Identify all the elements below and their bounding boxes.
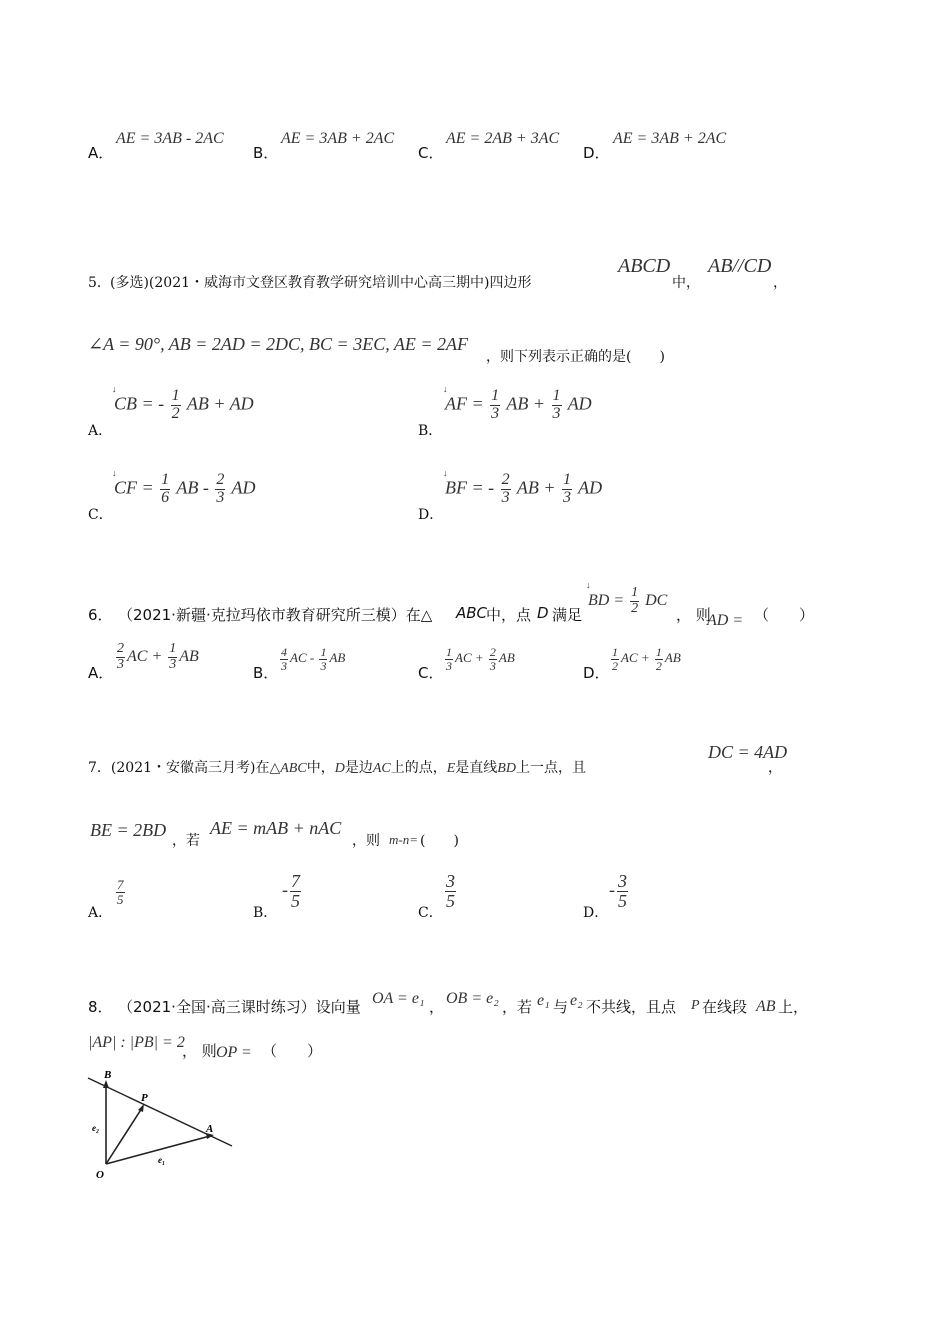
q5-option-c-expr [112, 468, 256, 507]
q8-ob: OB = e₂ [446, 990, 499, 1007]
q7-option-b-letter: B． [253, 905, 278, 921]
q6-paren: （ ） [754, 606, 815, 624]
q7-option-b-value: - $\frac{7}{5}$ [282, 871, 300, 911]
q5-b-sign1: = [471, 393, 484, 414]
q7-option-c-letter: C． [418, 905, 443, 921]
q6-option-d-expr: $\frac{1}{2}$ AC + $\frac{1}{2}$ AB [612, 645, 681, 673]
q5-a-frac1: $\frac{1}{2}$ [171, 387, 180, 422]
q5-b-t2: AD [567, 393, 592, 414]
q7-paren: ( ) [420, 833, 459, 849]
label-p: P [141, 1092, 148, 1104]
q5-b-frac2: $\frac{1}{3}$ [552, 387, 561, 422]
q5-c-t1: AB [176, 477, 199, 498]
q5-a-lhs: CB [114, 393, 138, 414]
vector-arrow-icon: ↓ [443, 468, 448, 478]
q4-option-c-letter: C． [418, 144, 444, 162]
q6-option-c-expr: $\frac{1}{3}$ AC + $\frac{2}{3}$ AB [446, 645, 515, 673]
q5-b-frac1: $\frac{1}{3}$ [491, 387, 500, 422]
q5-b-sign2: + [532, 393, 545, 414]
q7-option-c-value: $\frac{3}{5}$ [446, 871, 455, 911]
q8-ratio: |AP| : |PB| = 2 [88, 1034, 185, 1051]
arrowhead-icon [138, 1104, 144, 1112]
q7-source: (2021・安徽高三月考)在 [110, 760, 270, 776]
q4-option-b-expr: AE = 3AB + 2AC [281, 130, 395, 147]
q7-option-d-value: - $\frac{3}{5}$ [609, 871, 627, 911]
q8-ze: ， 则 [182, 1042, 217, 1060]
q8-sep1: ， [429, 998, 445, 1016]
q8-e2: e₂ [570, 992, 583, 1009]
q5-parallel: AB//CD [708, 255, 772, 277]
q7-comma: ， [768, 760, 782, 776]
q5-c-t2: AD [231, 477, 256, 498]
q6-option-a-expr: $\frac{2}{3}$ AC + $\frac{1}{3}$ AB [117, 641, 199, 672]
q5-d-sign1: = - [471, 477, 495, 498]
q5-c-frac2: $\frac{2}{3}$ [216, 471, 225, 506]
q6-cond-text: 满足 [552, 606, 583, 624]
q5-a-sign1: = - [141, 393, 165, 414]
q5-option-b-expr [443, 384, 592, 423]
q6-mid: 中，点 [486, 606, 532, 624]
q4-option-d-expr: AE = 3AB + 2AC [613, 130, 727, 147]
q5-number: 5． [88, 275, 111, 291]
q6-cond-lhs: BD = [588, 591, 625, 609]
q5-a-sign2: + [213, 393, 226, 414]
q8-t1: ，若 [502, 998, 533, 1016]
q5-d-frac1: $\frac{2}{3}$ [501, 471, 510, 506]
q5-option-c-letter: C． [88, 507, 113, 523]
q5-source: (多选)(2021・威海市文登区教育教学研究培训中心高三期中)四边形 [110, 275, 532, 291]
q5-shape: ABCD [618, 255, 671, 277]
q8-number: 8． [88, 998, 113, 1016]
label-e1: e₁ [158, 1155, 166, 1165]
q4-option-a-letter: A． [88, 144, 114, 162]
q6-option-c-letter: C． [418, 664, 444, 682]
q7-stem: 7．(2021・安徽高三月考)在△ABC中，D是边AC上的点，E是直线BD上一点，且 [88, 760, 586, 776]
q5-d-lhs: BF [445, 477, 467, 498]
q7-option-a-value: $\frac{7}{5}$ [117, 877, 124, 907]
q5-option-a-letter: A． [88, 423, 113, 439]
q5-comma: ， [773, 275, 787, 291]
q5-b-t1: AB [506, 393, 529, 414]
q5-d-sign2: + [543, 477, 556, 498]
q5-c-lhs: CF [114, 477, 138, 498]
q6-number: 6． [88, 606, 113, 624]
q7-ask: m-n= [389, 832, 418, 847]
q5-conditions: ∠A = 90°, AB = 2AD = 2DC, BC = 3EC, AE = 2AF [88, 334, 469, 354]
vector-arrow-icon: ↓ [443, 384, 448, 394]
q5-d-t2: AD [578, 477, 603, 498]
q5-d-frac2: $\frac{1}{3}$ [562, 471, 571, 506]
arrowhead-icon [103, 1080, 109, 1088]
q7-cond3: AE = mAB + nAC [210, 818, 342, 838]
q7-option-d-letter: D． [583, 905, 609, 921]
q8-source: （2021·全国·高三课时练习）设向量 [118, 998, 361, 1016]
q6-cond-rhs: DC [645, 591, 668, 609]
q5-c-sign2: - [202, 477, 209, 498]
q6-cond-frac: $\frac{1}{2}$ [631, 585, 639, 616]
q8-paren: （ ） [262, 1042, 323, 1060]
q6-option-a-letter: A． [88, 664, 114, 682]
q6-option-d-letter: D． [583, 664, 610, 682]
vector-arrow-icon: ↓ [586, 580, 591, 590]
q4-option-a-expr: AE = 3AB - 2AC [116, 130, 224, 147]
q7-number: 7． [88, 760, 111, 776]
q8-ask: OP = [216, 1044, 252, 1061]
q5-b-lhs: AF [445, 393, 467, 414]
q4-option-b-letter: B． [253, 144, 279, 162]
label-a: A [206, 1123, 214, 1135]
q5-c-frac1: $\frac{1}{6}$ [161, 471, 170, 506]
q7-ze: ，则 [352, 833, 380, 849]
q8-t2: 不共线，且点 [586, 998, 677, 1016]
q5-option-a-expr [112, 384, 254, 423]
q7-cond1: DC = 4AD [708, 742, 788, 762]
q5-zhong: 中， [672, 275, 700, 291]
q5-d-t1: AB [516, 477, 539, 498]
q7-option-a-letter: A． [88, 905, 113, 921]
label-o: O [96, 1169, 104, 1181]
q6-condition [586, 580, 668, 616]
q8-yu: 与 [553, 998, 569, 1016]
q8-ab: AB [756, 998, 776, 1015]
q8-vector-figure [84, 1068, 244, 1184]
vector-arrow-icon: ↓ [112, 384, 117, 394]
q4-option-c-expr: AE = 2AB + 3AC [446, 130, 560, 147]
label-b: B [104, 1069, 112, 1081]
q7-ruo: ，若 [172, 833, 200, 849]
label-e2: e₂ [92, 1123, 100, 1133]
q5-a-t2: AD [229, 393, 254, 414]
q4-option-d-letter: D． [583, 144, 610, 162]
q6-ask: AD = [707, 612, 744, 629]
q6-option-b-letter: B． [253, 664, 279, 682]
q6-point: D [537, 604, 549, 622]
q8-e1: e₁ [537, 992, 550, 1009]
q5-option-d-expr [443, 468, 603, 507]
q6-source: （2021·新疆·克拉玛依市教育研究所三模）在△ [118, 606, 433, 624]
q6-option-b-expr: $\frac{4}{3}$ AC - $\frac{1}{3}$ AB [281, 645, 346, 673]
vector-arrow-icon: ↓ [112, 468, 117, 478]
q6-tri: ABC [456, 604, 488, 622]
q8-p: P [691, 998, 700, 1013]
q5-option-b-letter: B． [418, 423, 443, 439]
q7-tri: △ABC [269, 761, 307, 776]
q5-a-t1: AB [186, 393, 209, 414]
q8-t3: 在线段 [702, 998, 748, 1016]
q8-t4: 上， [778, 998, 809, 1016]
q6-ze: ， 则 [676, 606, 711, 624]
q5-option-d-letter: D． [418, 507, 444, 523]
q7-cond2: BE = 2BD [90, 820, 167, 840]
q5-c-sign1: = [141, 477, 154, 498]
q5-tail: ，则下列表示正确的是( ) [486, 349, 665, 365]
q8-oa: OA = e₁ [372, 990, 425, 1007]
